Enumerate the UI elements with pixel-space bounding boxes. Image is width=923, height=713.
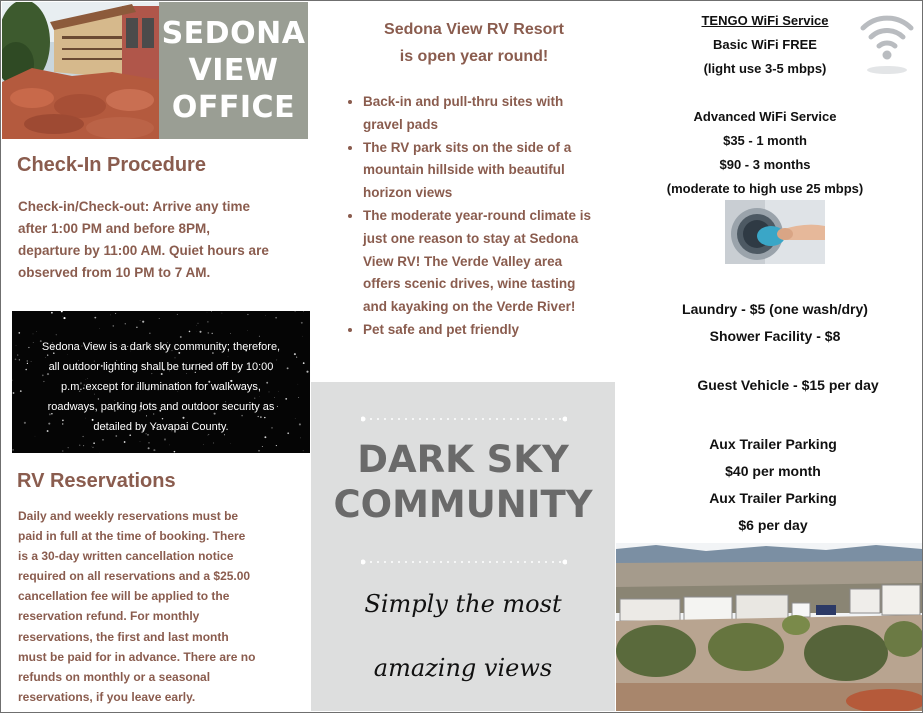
reservations-line: paid in full at the time of booking. There bbox=[18, 529, 246, 544]
wifi-basic-note: (light use 3-5 mbps) bbox=[703, 61, 827, 76]
feature-line: • Pet safe and pet friendly bbox=[363, 321, 520, 337]
wifi-basic: Basic WiFi FREE bbox=[713, 37, 817, 52]
office-building-photo bbox=[2, 2, 159, 139]
wifi-price: $90 - 3 months bbox=[719, 157, 811, 172]
notice-line: all outdoor lighting shall be turned off by 10:00 bbox=[48, 361, 274, 373]
checkin-line: observed from 10 PM to 7 AM. bbox=[18, 265, 211, 280]
feature-line: horizon views bbox=[363, 185, 453, 201]
checkin-text bbox=[18, 196, 308, 284]
reservations-heading: RV Reservations bbox=[17, 470, 176, 492]
reservations-line: reservations, the first and last month bbox=[18, 629, 229, 644]
wifi-icon bbox=[859, 8, 915, 80]
guest-vehicle-price: Guest Vehicle - $15 per day bbox=[697, 377, 879, 393]
feature-line: gravel pads bbox=[363, 116, 439, 132]
reservations-line: Daily and weekly reservations must be bbox=[18, 509, 239, 523]
dark-sky-title bbox=[311, 437, 615, 527]
dark-sky-title-line: COMMUNITY bbox=[333, 483, 593, 526]
feature-line: just one reason to stay at Sedona bbox=[363, 230, 579, 246]
aux-parking-title: Aux Trailer Parking bbox=[709, 436, 837, 452]
resort-title-line: is open year round! bbox=[399, 48, 549, 65]
resort-title bbox=[330, 16, 618, 70]
feature-line: • The moderate year-round climate is bbox=[363, 207, 592, 223]
laundry-price: Laundry - $5 (one wash/dry) bbox=[682, 301, 868, 317]
feature-item bbox=[363, 91, 625, 137]
shower-price: Shower Facility - $8 bbox=[709, 328, 841, 344]
reservations-line: reservation refund. For monthly bbox=[18, 609, 200, 624]
feature-line: • The RV park sits on the side of a bbox=[363, 139, 572, 155]
advanced-wifi-info bbox=[640, 105, 890, 201]
checkin-line: departure by 11:00 AM. Quiet hours are bbox=[18, 243, 269, 258]
notice-line: p.m. except for illumination for walkways, bbox=[61, 381, 261, 393]
feature-item bbox=[363, 205, 625, 319]
dark-sky-notice bbox=[12, 311, 310, 453]
script-tagline-line-2: amazing views bbox=[373, 654, 553, 682]
office-title-panel bbox=[159, 2, 308, 139]
resort-title-line: Sedona View RV Resort bbox=[384, 21, 564, 38]
wifi-info bbox=[640, 9, 890, 81]
checkin-line: after 1:00 PM and before 8PM, bbox=[18, 221, 211, 236]
reservations-line: refunds on monthly or a seasonal bbox=[18, 669, 211, 684]
reservations-text bbox=[18, 506, 308, 707]
checkin-line: Check-in/Check-out: Arrive any time bbox=[18, 199, 251, 214]
aux-trailer-parking bbox=[638, 431, 908, 539]
reservations-line: is a 30-day written cancellation notice bbox=[18, 549, 234, 564]
wifi-price: $35 - 1 month bbox=[723, 133, 807, 148]
feature-line: View RV! The Verde Valley area bbox=[363, 253, 563, 269]
rv-park-landscape-photo bbox=[616, 543, 922, 711]
aux-parking-title: Aux Trailer Parking bbox=[709, 490, 837, 506]
dark-sky-community-panel bbox=[311, 382, 615, 711]
checkin-heading: Check-In Procedure bbox=[17, 154, 206, 176]
notice-line: detailed by Yavapai County. bbox=[93, 421, 229, 433]
aux-parking-price: $40 per month bbox=[725, 463, 821, 479]
notice-line: roadways, parking lots and outdoor security as bbox=[47, 401, 275, 413]
aux-parking-price: $6 per day bbox=[738, 517, 808, 533]
feature-item bbox=[363, 137, 625, 205]
office-title-line: VIEW bbox=[188, 53, 279, 88]
feature-line: • Back-in and pull-thru sites with bbox=[363, 94, 564, 109]
wifi-service-title: TENGO WiFi Service bbox=[701, 13, 829, 28]
office-title-line: OFFICE bbox=[171, 90, 296, 125]
dotted-divider-top bbox=[361, 414, 567, 424]
feature-line: mountain hillside with beautiful bbox=[363, 162, 565, 178]
dotted-divider-bottom bbox=[361, 557, 567, 567]
reservations-line: reservations, if you leave early. bbox=[18, 689, 196, 704]
resort-features-list bbox=[345, 91, 625, 342]
wifi-advanced: Advanced WiFi Service bbox=[693, 109, 837, 124]
notice-line: Sedona View is a dark sky community; therefore, bbox=[41, 341, 281, 353]
wifi-advanced-note: (moderate to high use 25 mbps) bbox=[666, 181, 864, 196]
laundry-machine-photo bbox=[725, 200, 825, 264]
reservations-line: required on all reservations and a $25.00 bbox=[18, 569, 251, 584]
reservations-line: cancellation fee will be applied to the bbox=[18, 589, 230, 604]
feature-line: and kayaking on the Verde River! bbox=[363, 299, 576, 315]
reservations-line: must be paid for in advance. There are no bbox=[18, 649, 256, 664]
script-tagline-line-1: Simply the most bbox=[364, 590, 562, 618]
amenities-list bbox=[640, 296, 910, 350]
feature-item bbox=[363, 319, 625, 342]
feature-line: offers scenic drives, wine tasting bbox=[363, 276, 576, 292]
dark-sky-title-line: DARK SKY bbox=[357, 438, 569, 481]
office-title-line: SEDONA bbox=[161, 16, 306, 51]
